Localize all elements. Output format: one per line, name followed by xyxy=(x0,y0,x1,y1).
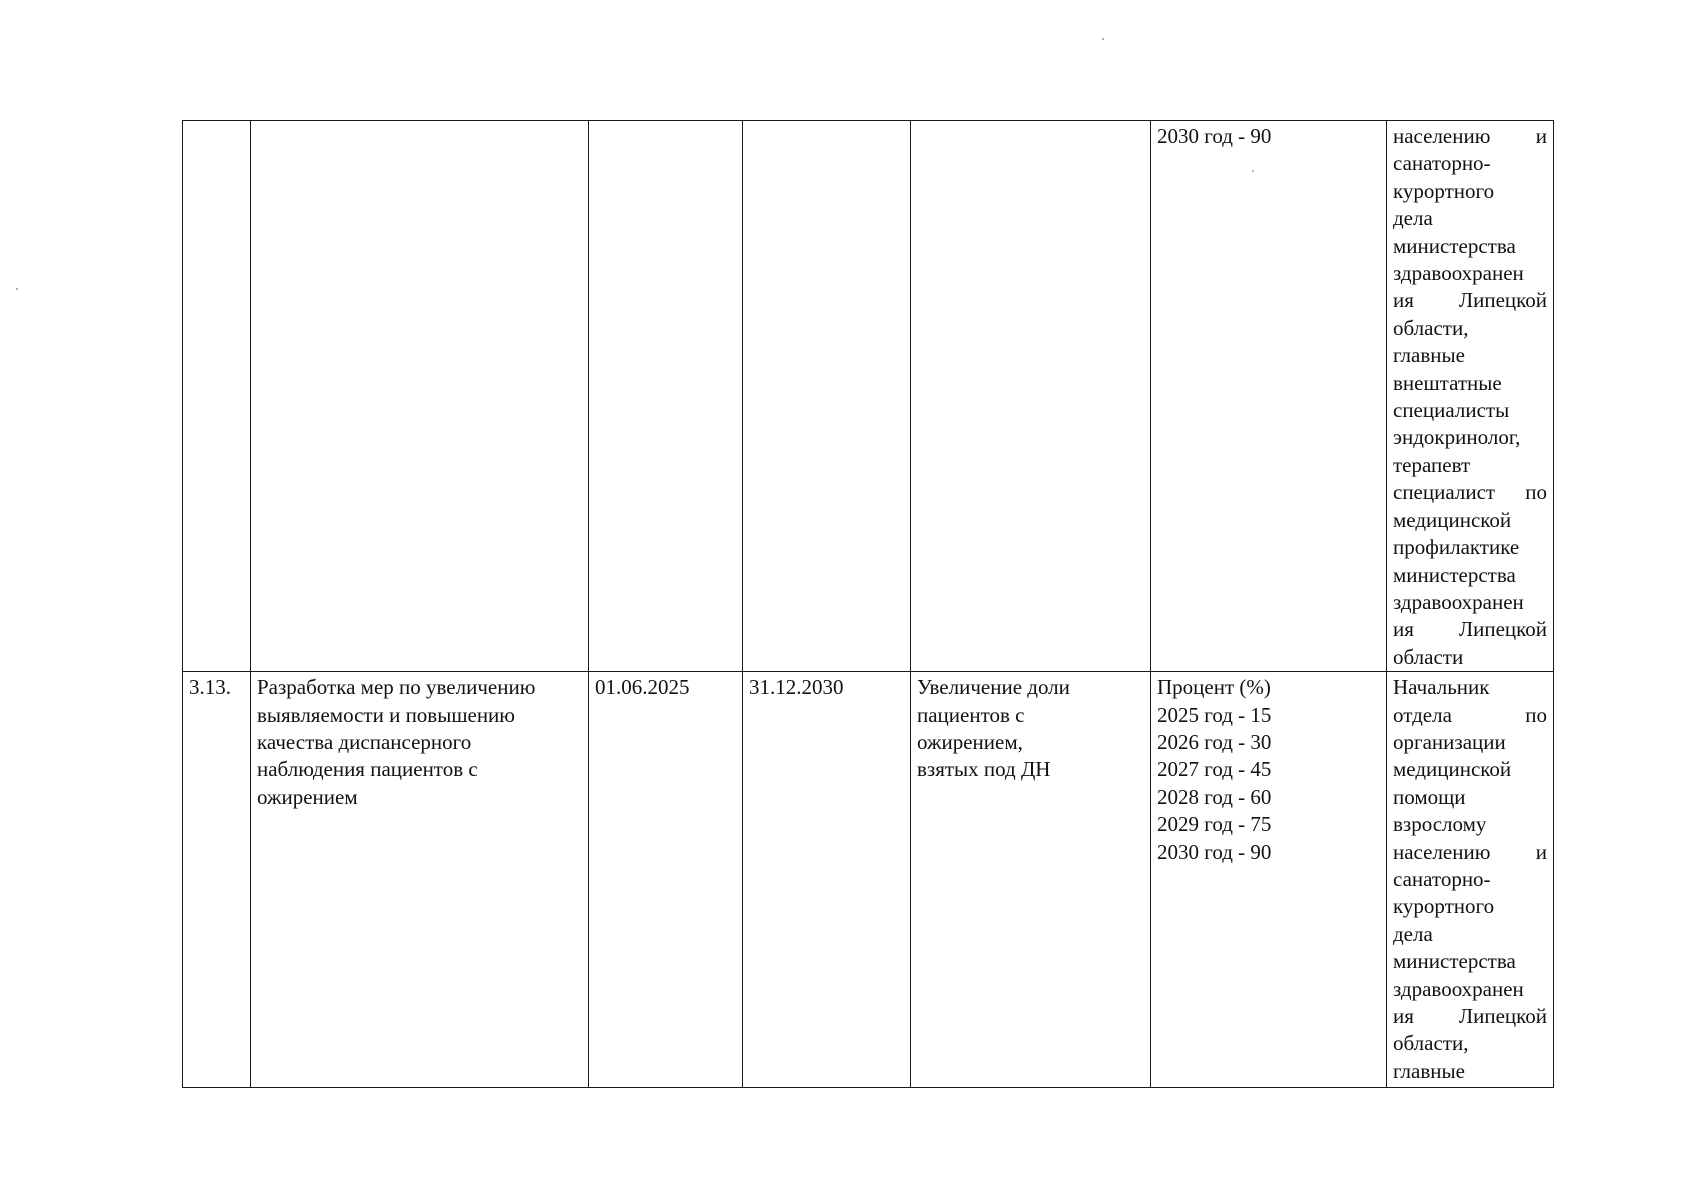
cell-end-date: 31.12.2030 xyxy=(743,672,911,1088)
cell-number: 3.13. xyxy=(183,672,251,1088)
plan-table xyxy=(182,120,1554,1088)
cell-responsible xyxy=(1387,121,1554,672)
responsible-line: внештатные xyxy=(1393,370,1502,395)
responsible-line: медицинской xyxy=(1393,757,1512,782)
responsible-line: специалист по xyxy=(1393,480,1547,505)
responsible-line: медицинской xyxy=(1393,507,1512,532)
responsible-line: главные xyxy=(1393,1058,1465,1083)
responsible-line: ия Липецкой xyxy=(1393,617,1547,642)
responsible-line: курортного xyxy=(1393,178,1495,203)
responsible-line: населению и xyxy=(1393,839,1547,864)
responsible-line: главные xyxy=(1393,343,1465,368)
responsible-line: ия Липецкой xyxy=(1393,288,1547,313)
cell-measure xyxy=(251,672,589,1088)
responsible-line: терапевт xyxy=(1393,452,1471,477)
indicator-line: 2028 год - 60 xyxy=(1157,784,1272,809)
measure-line: качества диспансерного xyxy=(257,729,472,754)
cell-start-date: 01.06.2025 xyxy=(589,672,743,1088)
result-line: взятых под ДН xyxy=(917,757,1051,782)
scan-speck xyxy=(1102,38,1104,40)
responsible-line: здравоохранен xyxy=(1393,589,1524,614)
responsible-line: эндокринолог, xyxy=(1393,425,1521,450)
responsible-line: помощи xyxy=(1393,784,1466,809)
indicator-line: 2026 год - 30 xyxy=(1157,729,1272,754)
responsible-line: курортного xyxy=(1393,894,1495,919)
measure-line: выявляемости и повышению xyxy=(257,702,515,727)
cell-responsible xyxy=(1387,672,1554,1088)
cell-start-date xyxy=(589,121,743,672)
scan-speck xyxy=(1252,170,1254,172)
scan-speck xyxy=(16,288,18,290)
indicator-line: 2030 год - 90 xyxy=(1157,839,1272,864)
responsible-line: дела xyxy=(1393,206,1433,231)
cell-indicator xyxy=(1151,121,1387,672)
cell-indicator xyxy=(1151,672,1387,1088)
result-line: пациентов с xyxy=(917,702,1025,727)
responsible-line: Начальник xyxy=(1393,675,1490,700)
responsible-line: организации xyxy=(1393,729,1506,754)
indicator-line: 2030 год - 90 xyxy=(1157,124,1272,148)
measure-line: Разработка мер по увеличению xyxy=(257,675,536,700)
responsible-line: министерства xyxy=(1393,562,1516,587)
cell-result xyxy=(911,121,1151,672)
responsible-line: здравоохранен xyxy=(1393,976,1524,1001)
measure-line: наблюдения пациентов с xyxy=(257,757,478,782)
responsible-line: специалисты xyxy=(1393,398,1510,423)
cell-measure xyxy=(251,121,589,672)
responsible-line: санаторно- xyxy=(1393,151,1491,176)
responsible-line: министерства xyxy=(1393,233,1516,258)
responsible-line: профилактике xyxy=(1393,535,1520,560)
result-line: ожирением, xyxy=(917,729,1023,754)
responsible-line: населению и xyxy=(1393,124,1547,148)
responsible-line: дела xyxy=(1393,921,1433,946)
cell-number xyxy=(183,121,251,672)
result-line: Увеличение доли xyxy=(917,675,1070,700)
cell-result xyxy=(911,672,1151,1088)
indicator-line: 2025 год - 15 xyxy=(1157,702,1272,727)
responsible-line: взрослому xyxy=(1393,812,1487,837)
responsible-line: ия Липецкой xyxy=(1393,1004,1547,1028)
responsible-line: здравоохранен xyxy=(1393,261,1524,286)
table-row-continuation xyxy=(183,121,1554,672)
responsible-line: санаторно- xyxy=(1393,866,1491,891)
indicator-line: 2027 год - 45 xyxy=(1157,757,1272,782)
responsible-line: области, xyxy=(1393,315,1469,340)
responsible-line: министерства xyxy=(1393,949,1516,974)
responsible-line: области xyxy=(1393,644,1464,669)
responsible-line: области, xyxy=(1393,1031,1469,1056)
indicator-line: 2029 год - 75 xyxy=(1157,812,1272,837)
indicator-line: Процент (%) xyxy=(1157,675,1271,700)
table-row-3-13 xyxy=(183,672,1554,1088)
responsible-line: отдела по xyxy=(1393,702,1547,727)
cell-end-date xyxy=(743,121,911,672)
measure-line: ожирением xyxy=(257,784,358,809)
